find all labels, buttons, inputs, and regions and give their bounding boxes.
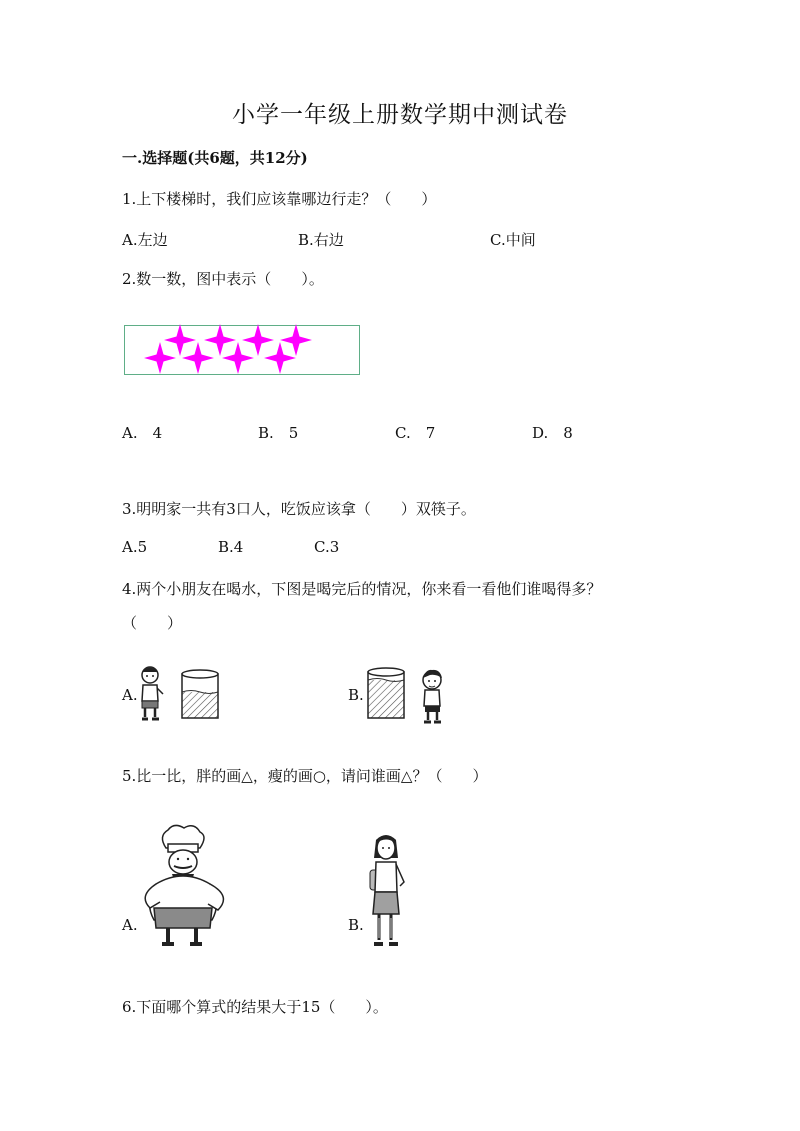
question-3-option-a[interactable]: A.5 <box>122 538 148 556</box>
stars-figure-svg <box>124 325 360 375</box>
star-shape <box>204 324 236 356</box>
cup-b-illustration <box>366 666 406 720</box>
boy-a-illustration <box>136 664 166 722</box>
question-2-option-c[interactable]: C. 7 <box>395 424 436 442</box>
question-1-text: 1.上下楼梯时，我们应该靠哪边行走？（ ） <box>122 190 437 208</box>
question-4-text: 4.两个小朋友在喝水，下图是喝完后的情况，你来看一看他们谁喝得多？ <box>122 580 602 598</box>
question-1-option-b[interactable]: B.右边 <box>298 231 344 249</box>
question-2-text: 2.数一数，图中表示（ ）。 <box>122 270 324 288</box>
section-heading: 一.选择题(共6题，共12分) <box>122 149 308 167</box>
question-4-text-line2: （ ） <box>122 614 183 632</box>
question-5-option-b[interactable]: B. <box>348 916 364 934</box>
cup-a-illustration <box>180 668 220 720</box>
star-shape <box>264 342 296 374</box>
question-1-option-a[interactable]: A.左边 <box>122 231 168 249</box>
question-3-text: 3.明明家一共有3口人，吃饭应该拿（ ）双筷子。 <box>122 500 476 518</box>
star-shape <box>280 324 312 356</box>
question-2-option-b[interactable]: B. 5 <box>258 424 299 442</box>
question-2-option-a[interactable]: A. 4 <box>122 424 163 442</box>
question-2-option-d[interactable]: D. 8 <box>532 424 573 442</box>
question-1-option-c[interactable]: C.中间 <box>490 231 536 249</box>
boy-b-illustration <box>418 668 448 724</box>
question-3-option-b[interactable]: B.4 <box>218 538 244 556</box>
star-shape <box>182 342 214 374</box>
question-4-option-b[interactable]: B. <box>348 686 364 704</box>
page-title: 小学一年级上册数学期中测试卷 <box>232 102 568 128</box>
question-3-option-c[interactable]: C.3 <box>314 538 340 556</box>
star-shape <box>242 324 274 356</box>
question-4-option-a[interactable]: A. <box>122 686 138 704</box>
question-5-option-a[interactable]: A. <box>122 916 138 934</box>
fat-chef-illustration <box>136 824 236 948</box>
star-shape <box>164 324 196 356</box>
question-5-text: 5.比一比，胖的画△，瘦的画○，请问谁画△？（ ） <box>122 767 488 785</box>
thin-girl-illustration <box>362 832 414 950</box>
star-shape <box>144 342 176 374</box>
star-shape <box>222 342 254 374</box>
question-6-text: 6.下面哪个算式的结果大于15（ ）。 <box>122 998 388 1016</box>
